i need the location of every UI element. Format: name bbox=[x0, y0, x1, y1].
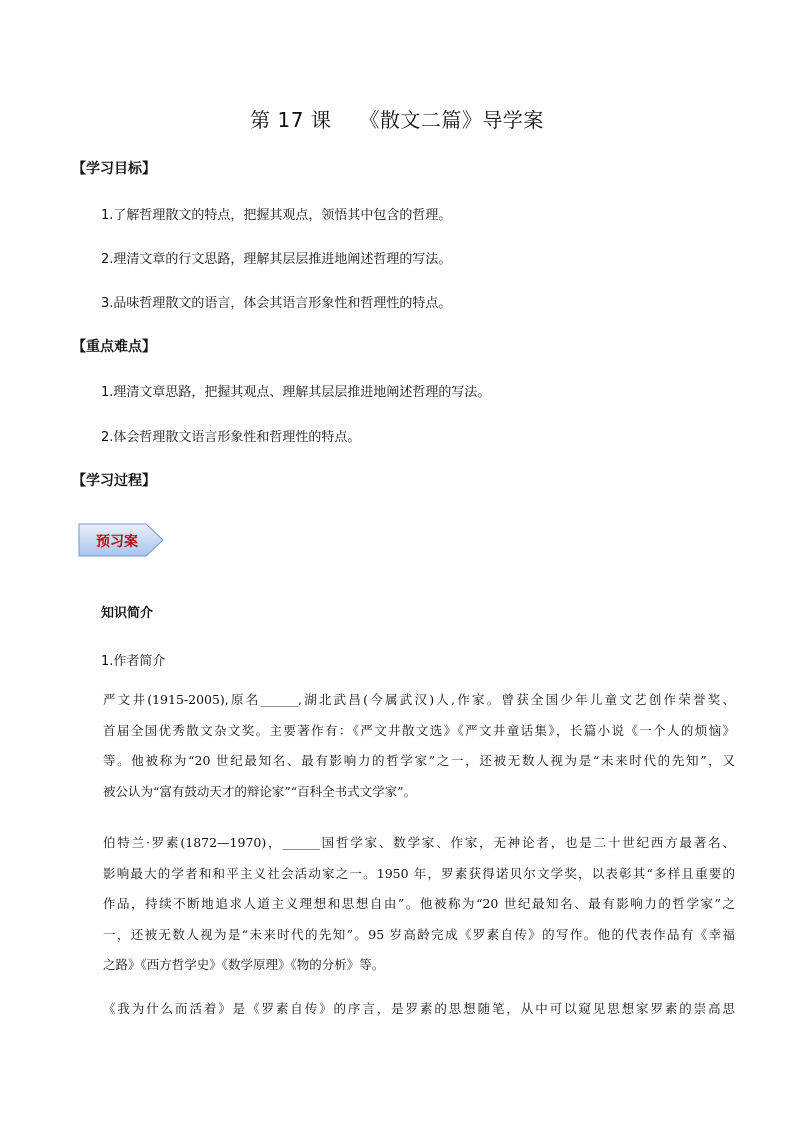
goal-item-1: 1.了解哲理散文的特点，把握其观点，领悟其中包含的哲理。 bbox=[101, 208, 452, 223]
author-heading: 1.作者简介 bbox=[101, 654, 166, 669]
goal-item-2: 2.理清文章的行文思路，理解其层层推进地阐述哲理的写法。 bbox=[101, 252, 452, 267]
paragraph-line: 严文井(1915-2005),原名______,湖北武昌(今属武汉)人,作家。曾获全国少年儿童文艺创作荣誉奖、 bbox=[103, 692, 735, 707]
paragraph-line: 影响最大的学者和和平主义社会活动家之一。1950 年，罗素获得诺贝尔文学奖，以表彰其“多样且重要的 bbox=[103, 865, 735, 881]
paragraph-line: 被公认为“富有鼓动天才的辩论家”“百科全书式文学家”。 bbox=[103, 783, 417, 799]
paragraph-line: 伯特兰·罗素(1872—1970)，______国哲学家、数学家、作家，无神论者，也是二十世纪西方最著名、 bbox=[103, 835, 735, 850]
author-paragraph-russell bbox=[103, 828, 735, 981]
key-points-heading: 【重点难点】 bbox=[72, 339, 156, 355]
page-title bbox=[0, 104, 794, 133]
preview-badge-label: 预习案 bbox=[96, 534, 138, 550]
paragraph-line: 作品，持续不断地追求人道主义理想和思想自由”。他被称为“20 世纪最知名、最有影响力的哲学家”之 bbox=[103, 896, 735, 911]
paragraph-line: 首届全国优秀散文杂文奖。主要著作有：《严文井散文选》《严文井童话集》，长篇小说《一个人的烦恼》 bbox=[103, 722, 735, 738]
goals-heading: 【学习目标】 bbox=[72, 161, 156, 177]
paragraph-line: 一，还被无数人视为是“未来时代的先知”。95 岁高龄完成《罗素自传》的写作。他的代表作品有《幸福 bbox=[103, 926, 735, 942]
paragraph-line: 《我为什么而活着》是《罗素自传》的序言，是罗素的思想随笔，从中可以窥见思想家罗素的崇高思 bbox=[103, 1001, 735, 1016]
lesson-number: 第 17 课 bbox=[250, 108, 332, 132]
key-point-item-2: 2.体会哲理散文语言形象性和哲理性的特点。 bbox=[101, 430, 361, 445]
essay-paragraph bbox=[103, 994, 735, 1025]
lesson-name: 《散文二篇》导学案 bbox=[359, 108, 544, 132]
author-paragraph-yan bbox=[103, 685, 735, 807]
paragraph-line: 等。他被称为“20 世纪最知名、最有影响力的哲学家”之一，还被无数人视为是“未来时代的先知”，又 bbox=[103, 753, 735, 768]
preview-badge bbox=[78, 523, 164, 557]
process-heading: 【学习过程】 bbox=[72, 473, 156, 489]
paragraph-line: 之路》《西方哲学史》《数学原理》《物的分析》等。 bbox=[103, 957, 385, 972]
goal-item-3: 3.品味哲理散文的语言，体会其语言形象性和哲理性的特点。 bbox=[101, 296, 452, 311]
knowledge-heading: 知识简介 bbox=[101, 606, 154, 621]
key-point-item-1: 1.理清文章思路，把握其观点、理解其层层推进地阐述哲理的写法。 bbox=[101, 385, 491, 400]
